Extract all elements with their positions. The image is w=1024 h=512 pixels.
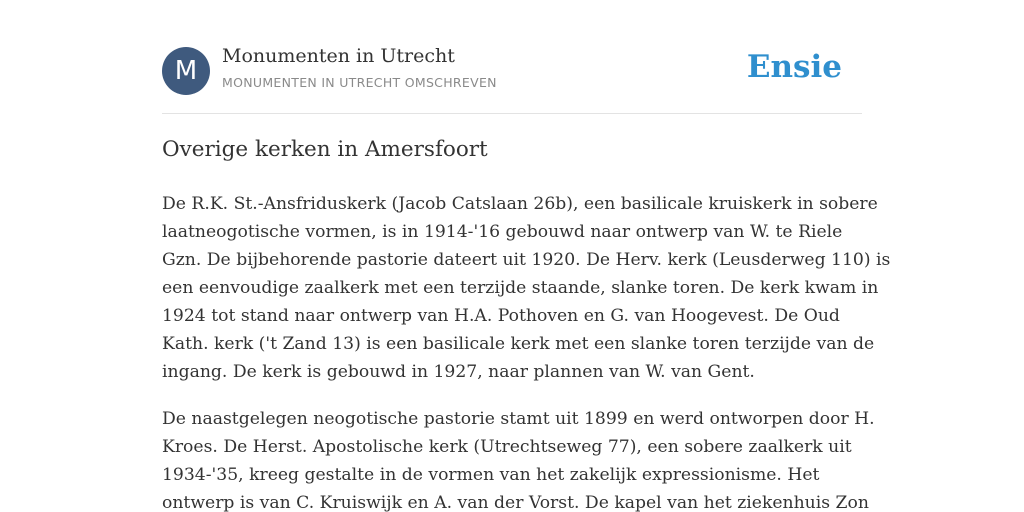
text-line: De R.K. St.-Ansfriduskerk (Jacob Catslaan 26b), een basilicale kruiskerk in sobere	[162, 194, 878, 214]
paragraph	[162, 190, 891, 386]
avatar[interactable]: M	[162, 47, 210, 95]
text-line: Kath. kerk ('t Zand 13) is een basilicale kerk met een slanke toren terzijde van de	[162, 334, 875, 354]
header	[162, 0, 862, 114]
article-body	[162, 190, 891, 512]
text-line: De naastgelegen neogotische pastorie stamt uit 1899 en werd ontworpen door H.	[162, 409, 875, 429]
site-title[interactable]: Monumenten in Utrecht	[222, 45, 455, 67]
text-line: Kroes. De Herst. Apostolische kerk (Utrechtseweg 77), een sobere zaalkerk uit	[162, 437, 852, 457]
site-subtitle: MONUMENTEN IN UTRECHT OMSCHREVEN	[222, 75, 497, 90]
content-container	[162, 0, 891, 512]
text-line: 1934-'35, kreeg gestalte in de vormen van het zakelijk expressionisme. Het	[162, 465, 820, 485]
text-line: ingang. De kerk is gebouwd in 1927, naar plannen van W. van Gent.	[162, 362, 755, 382]
text-line: laatneogotische vormen, is in 1914-'16 gebouwd naar ontwerp van W. te Riele	[162, 222, 843, 242]
text-line: ontwerp is van C. Kruiswijk en A. van der Vorst. De kapel van het ziekenhuis Zon	[162, 493, 869, 512]
text-line: 1924 tot stand naar ontwerp van H.A. Pothoven en G. van Hoogevest. De Oud	[162, 306, 840, 326]
article-title: Overige kerken in Amersfoort	[162, 137, 488, 162]
text-line: een eenvoudige zaalkerk met een terzijde staande, slanke toren. De kerk kwam in	[162, 278, 879, 298]
text-line: Gzn. De bijbehorende pastorie dateert uit 1920. De Herv. kerk (Leusderweg 110) is	[162, 250, 891, 270]
brand-logo[interactable]: Ensie	[746, 49, 842, 85]
paragraph	[162, 405, 875, 512]
